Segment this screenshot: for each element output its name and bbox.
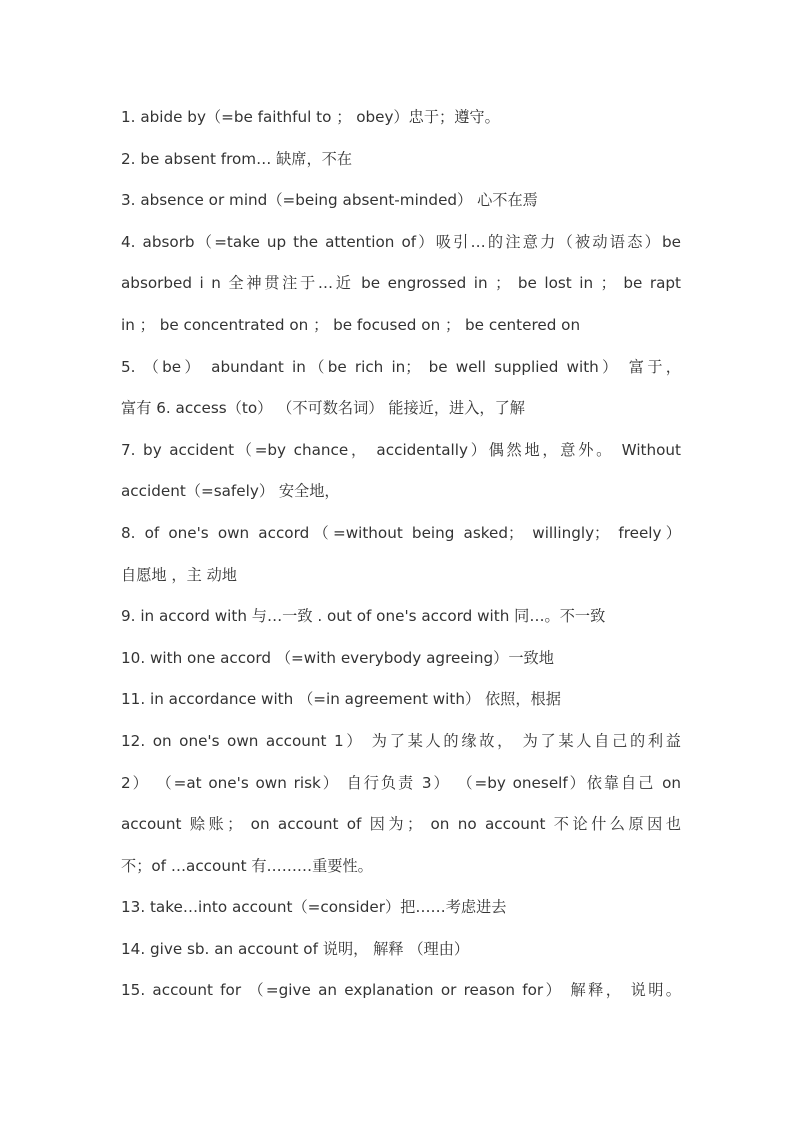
text-line: 4. absorb（=take up the attention of）吸引…的注意力（被动语态）be [121,232,681,251]
text-line: 11. in accordance with （=in agreement with） 依照，根据 [121,690,561,709]
text-line: 富有 6. access（to） （不可数名词） 能接近，进入，了解 [121,399,525,418]
text-line: 8. of one's own accord（=without being asked； willingly； freely） [121,523,681,542]
text-line: 7. by accident（=by chance， accidentally）偶然地，意外。 Without [121,440,681,459]
text-line: 5. （be） abundant in（be rich in； be well supplied with） 富于， [121,357,681,376]
text-line: absorbed i n 全神贯注于…近 be engrossed in ； be lost in ； be rapt [121,274,681,293]
vocabulary-list [121,97,681,1012]
text-line: 自愿地 ，主 动地 [121,565,237,584]
text-line: 不；of …account 有………重要性。 [121,856,373,875]
text-line: accident（=safely） 安全地， [121,482,340,501]
text-line: 15. account for （=give an explanation or reason for） 解释， 说明。 [121,981,681,1000]
text-line: 12. on one's own account 1） 为了某人的缘故， 为了某人自己的利益 [121,731,681,750]
text-line: 10. with one accord （=with everybody agreeing）一致地 [121,648,554,667]
text-line: 9. in accord with 与…一致 . out of one's accord with 同…。不一致 [121,607,606,626]
text-line: 2. be absent from… 缺席，不在 [121,149,353,168]
text-line: 13. take…into account（=consider）把……考虑进去 [121,898,507,917]
text-line: 2） （=at one's own risk） 自行负责 3） （=by oneself）依靠自己 on [121,773,681,792]
text-line: account 赊账； on account of 因为； on no account 不论什么原因也 [121,815,681,834]
text-line: 14. give sb. an account of 说明， 解释 （理由） [121,939,470,958]
text-line: 1. abide by（=be faithful to ； obey）忠于；遵守。 [121,108,500,126]
text-line: 3. absence or mind（=being absent-minded） 心不在焉 [121,191,538,210]
text-line: in ； be concentrated on ； be focused on ； be centered on [121,315,581,334]
